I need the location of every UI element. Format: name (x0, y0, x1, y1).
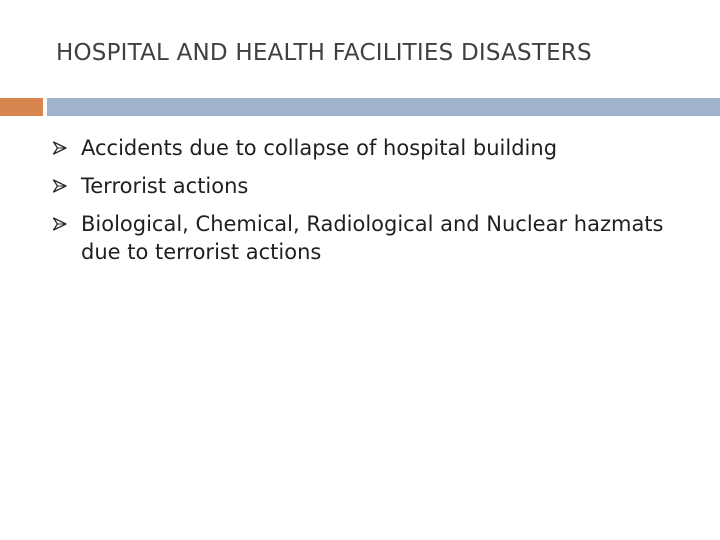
bullet-text: Biological, Chemical, Radiological and Nuclear hazmats due to terrorist actions (81, 212, 664, 264)
accent-bar-left (0, 98, 43, 116)
arrowhead-bullet-icon (52, 141, 68, 155)
bullet-item (52, 134, 692, 162)
arrowhead-bullet-icon (52, 179, 68, 193)
bullet-list (52, 134, 692, 276)
slide-title: HOSPITAL AND HEALTH FACILITIES DISASTERS (56, 40, 592, 66)
bullet-text: Terrorist actions (81, 174, 249, 198)
bullet-item (52, 172, 692, 200)
accent-bar-right (47, 98, 720, 116)
bullet-item (52, 210, 692, 266)
arrowhead-bullet-icon (52, 217, 68, 231)
bullet-text: Accidents due to collapse of hospital building (81, 136, 558, 160)
